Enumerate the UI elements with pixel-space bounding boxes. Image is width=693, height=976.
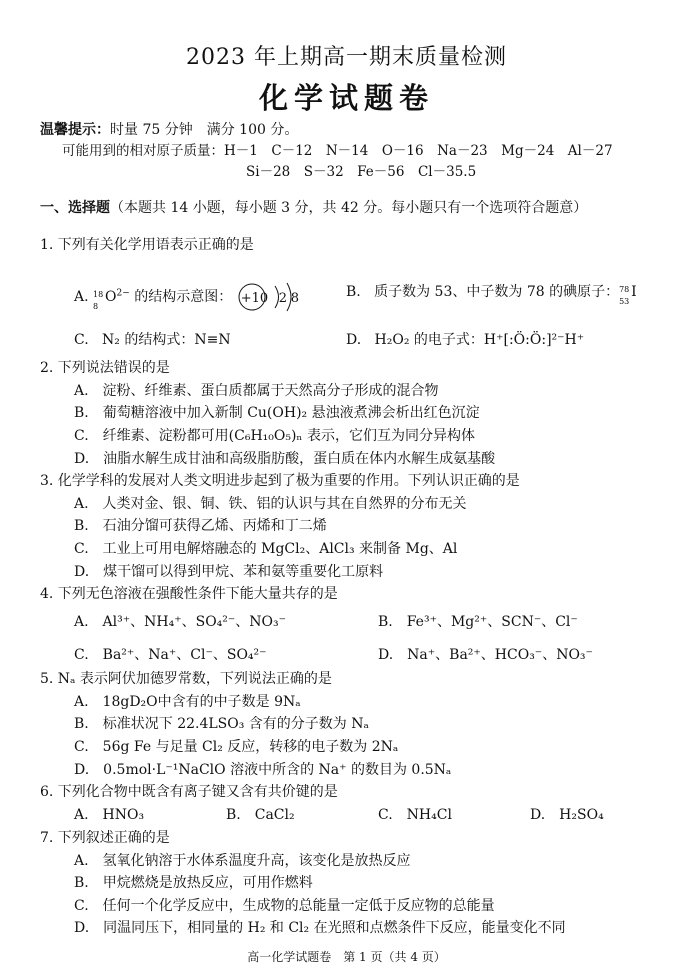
- atomic-masses-line-1: 可能用到的相对原子质量：H－1 C－12 N－14 O－16 Na－23 Mg－24 Al－27: [62, 143, 613, 159]
- q1-a-symbol: O: [105, 289, 117, 305]
- q2-option-d: D. 油脂水解生成甘油和高级脂肪酸，蛋白质在体内水解生成氨基酸: [74, 451, 496, 467]
- q1-a-text: 的结构示意图：: [129, 289, 233, 305]
- q4-option-a: A. Al³⁺、NH₄⁺、SO₄²⁻、NO₃⁻: [74, 614, 287, 630]
- q1-a-atomic-number: 8: [93, 302, 99, 311]
- atom-structure-diagram: [237, 280, 305, 314]
- q1-b-text: 质子数为 53、中子数为 78 的碘原子：: [374, 284, 620, 300]
- q1-stem: 1. 下列有关化学用语表示正确的是: [40, 237, 254, 253]
- q2-option-a: A. 淀粉、纤维素、蛋白质都属于天然高分子形成的混合物: [74, 383, 439, 399]
- q4-stem: 4. 下列无色溶液在强酸性条件下能大量共存的是: [40, 586, 338, 602]
- q1-a-charge: 2−: [116, 288, 130, 299]
- q1-option-a: [74, 280, 305, 314]
- q6-stem: 6. 下列化合物中既含有离子键又含有共价键的是: [40, 784, 338, 800]
- q1-option-b: [346, 282, 637, 306]
- q3-option-d: D. 煤干馏可以得到甲烷、苯和氨等重要化工原料: [74, 564, 384, 580]
- q1-b-isotope-notation: [619, 282, 631, 306]
- tip-label: 温馨提示：: [40, 122, 110, 138]
- q7-option-b: B. 甲烷燃烧是放热反应，可用作燃料: [74, 875, 313, 891]
- q4-option-c: C. Ba²⁺、Na⁺、Cl⁻、SO₄²⁻: [74, 647, 267, 663]
- q1-option-c: [74, 330, 231, 350]
- q4-option-d: D. Na⁺、Ba²⁺、HCO₃⁻、NO₃⁻: [378, 647, 593, 663]
- q3-option-a: A. 人类对金、银、铜、铁、铝的认识与其在自然界的分布无关: [74, 496, 467, 512]
- q4-option-b: B. Fe³⁺、Mg²⁺、SCN⁻、Cl⁻: [378, 614, 578, 630]
- q7-option-c: C. 任何一个化学反应中，生成物的总能量一定低于反应物的总能量: [74, 898, 495, 914]
- q1-a-label: A.: [74, 289, 89, 305]
- paper-title: 化学试题卷: [258, 81, 434, 115]
- q1-b-mass-number: 78: [619, 285, 630, 294]
- q7-option-d: D. 同温同压下，相同量的 H₂ 和 Cl₂ 在光照和点燃条件下反应，能量变化不同: [74, 920, 566, 936]
- q1-b-symbol: I: [631, 284, 637, 300]
- nucleus-charge: +10: [240, 291, 269, 306]
- exam-title: 2023 年上期高一期末质量检测: [186, 45, 507, 70]
- q6-option-d: D. H₂SO₄: [530, 807, 604, 823]
- q6-option-b: B. CaCl₂: [226, 807, 295, 823]
- section-desc: （本题共 14 小题，每小题 3 分，共 42 分。每小题只有一个选项符合题意）: [110, 200, 588, 216]
- q1-c-text: N₂ 的结构式：N≡N: [102, 332, 231, 348]
- q6-option-c: C. NH₄Cl: [378, 807, 452, 823]
- q1-option-d: [346, 330, 584, 350]
- q3-option-c: C. 工业上可用电解熔融态的 MgCl₂、AlCl₃ 来制备 Mg、Al: [74, 541, 458, 557]
- q1-b-atomic-number: 53: [619, 297, 630, 306]
- q1-a-mass-number: 18: [93, 290, 104, 299]
- q1-a-isotope-notation: [93, 287, 105, 311]
- q7-option-a: A. 氢氧化钠溶于水体系温度升高，该变化是放热反应: [74, 853, 411, 869]
- atomic-masses-line-2: Si－28 S－32 Fe－56 Cl－35.5: [246, 164, 477, 180]
- q5-stem: 5. Nₐ 表示阿伏加德罗常数，下列说法正确的是: [40, 671, 332, 687]
- section-heading: [40, 198, 587, 218]
- q1-d-label: D.: [346, 332, 362, 348]
- q3-option-b: B. 石油分馏可获得乙烯、丙烯和丁二烯: [74, 518, 327, 534]
- q3-stem: 3. 化学学科的发展对人类文明进步起到了极为重要的作用。下列认识正确的是: [40, 473, 520, 489]
- q5-option-d: D. 0.5mol·L⁻¹NaClO 溶液中所含的 Na⁺ 的数目为 0.5Nₐ: [74, 762, 452, 778]
- q1-b-label: B.: [346, 284, 361, 300]
- shell-1-electrons: 2: [278, 291, 287, 306]
- q2-option-c: C. 纤维素、淀粉都可用(C₆H₁₀O₅)ₙ 表示，它们互为同分异构体: [74, 428, 475, 444]
- q1-c-label: C.: [74, 332, 89, 348]
- shell-2-electrons: 8: [290, 291, 299, 306]
- q7-stem: 7. 下列叙述正确的是: [40, 830, 170, 846]
- section-title: 一、选择题: [40, 200, 110, 216]
- q5-option-a: A. 18gD₂O中含有的中子数是 9Nₐ: [74, 694, 301, 710]
- q2-stem: 2. 下列说法错误的是: [40, 360, 170, 376]
- q5-option-b: B. 标准状况下 22.4LSO₃ 含有的分子数为 Nₐ: [74, 716, 369, 732]
- q6-option-a: A. HNO₃: [74, 807, 145, 823]
- q5-option-c: C. 56g Fe 与足量 Cl₂ 反应，转移的电子数为 2Nₐ: [74, 739, 399, 755]
- q2-option-b: B. 葡萄糖溶液中加入新制 Cu(OH)₂ 悬浊液煮沸会析出红色沉淀: [74, 405, 480, 421]
- tip-line: [40, 120, 298, 140]
- q1-d-text: H₂O₂ 的电子式：H⁺[:Ö:Ö:]²⁻H⁺: [374, 332, 585, 348]
- page-footer: 高一化学试题卷 第 1 页（共 4 页）: [247, 950, 446, 964]
- tip-text: 时量 75 分钟 满分 100 分。: [110, 122, 299, 138]
